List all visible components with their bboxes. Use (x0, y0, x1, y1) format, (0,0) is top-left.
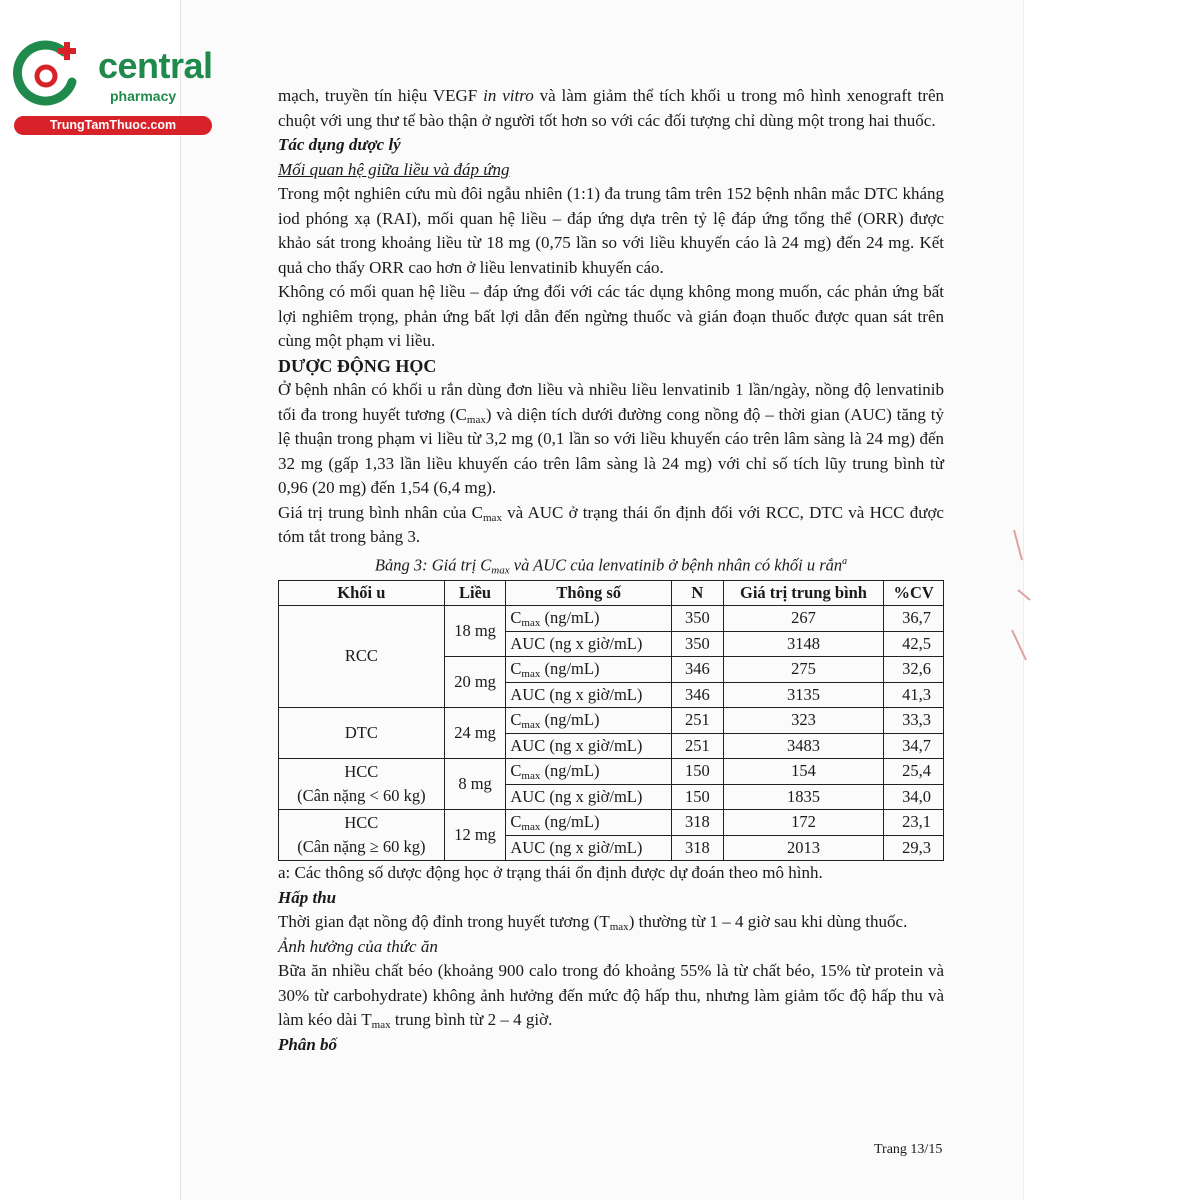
param-auc: AUC (ng x giờ/mL) (506, 784, 672, 810)
paragraph-food-effect: Bữa ăn nhiều chất béo (khoảng 900 calo trong đó khoảng 55% là từ chất béo, 15% từ protein và 30% từ carbohydrate) không ảnh hưởng đến mức độ hấp thu, nhưng làm giảm tốc độ hấp thu và làm kéo dài $T_{max}$ trung bình từ 2 – 4 giờ. (278, 961, 944, 1031)
subheading-food-effect: Ảnh hưởng của thức ăn (278, 936, 438, 956)
col-cv: %CV (884, 580, 944, 606)
cv-cell: 25,4 (884, 759, 944, 785)
paragraph-steady-state: Giá trị trung bình nhân của $C_{max}$ và AUC ở trạng thái ổn định đối với RCC, DTC và HCC được tóm tắt trong bảng 3. (278, 502, 944, 546)
dose-cell: 20 mg (444, 657, 506, 708)
paragraph-intro: mạch, truyền tín hiệu VEGF in vitro và làm giảm thể tích khối u trong mô hình xenograft trên chuột với ung thư tế bào thận ở người tốt hơn so với các đối tượng chỉ dùng một trong hai thuốc. (278, 86, 944, 130)
mean-cell: 3135 (723, 682, 884, 708)
param-cmax: $C_{max}$ (ng/mL) (506, 708, 672, 734)
tumor-rcc: RCC (279, 606, 445, 708)
stamp-mark-icon (1000, 520, 1040, 670)
cv-cell: 41,3 (884, 682, 944, 708)
cv-cell: 23,1 (884, 810, 944, 836)
paragraph-tmax: Thời gian đạt nồng độ đỉnh trong huyết tương $(T_{max})$ thường từ 1 – 4 giờ sau khi dùng thuốc. (278, 912, 908, 933)
mean-cell: 3483 (723, 733, 884, 759)
cv-cell: 42,5 (884, 631, 944, 657)
n-cell: 251 (672, 733, 724, 759)
param-auc: AUC (ng x giờ/mL) (506, 733, 672, 759)
mean-cell: 1835 (723, 784, 884, 810)
brand-subtitle: pharmacy (110, 88, 177, 104)
param-auc: AUC (ng x giờ/mL) (506, 835, 672, 861)
page-number: Trang 13/15 (874, 1142, 943, 1157)
n-cell: 150 (672, 759, 724, 785)
param-auc: AUC (ng x giờ/mL) (506, 682, 672, 708)
paragraph-cmax-auc: Ở bệnh nhân có khối u rắn dùng đơn liều và nhiều liều lenvatinib 1 lần/ngày, nồng độ lenvatinib tối đa trong huyết tương $(C_{max})$ và diện tích dưới đường cong nồng độ – thời gian (AUC) tăng tỷ lệ thuận trong phạm vi liều từ 3,2 mg (0,1 lần so với liều khuyến cáo trên lâm sàng là 24 mg) đến 32 mg (gấp 1,33 lần liều khuyến cáo trên lâm sàng là 24 mg) với chỉ số tích lũy trung bình từ 0,96 (20 mg) đến 1,54 (6,4 mg). (278, 380, 944, 497)
dose-cell: 12 mg (444, 810, 506, 861)
subheading-dose-response: Mối quan hệ giữa liều và đáp ứng (278, 159, 510, 179)
n-cell: 346 (672, 682, 724, 708)
heading-absorption: Hấp thu (278, 887, 337, 907)
cv-cell: 32,6 (884, 657, 944, 683)
paragraph-dose-response: Trong một nghiên cứu mù đôi ngẫu nhiên (1:1) đa trung tâm trên 152 bệnh nhân mắc DTC kháng iod phóng xạ (RAI), mối quan hệ liều – đáp ứng dựa trên tỷ lệ đáp ứng tổng thể (ORR) được khảo sát trong khoảng liều từ 18 mg (0,75 lần so với liều khuyến cáo là 24 mg) đến 24 mg. Kết quả cho thấy ORR cao hơn ở liều lenvatinib khuyến cáo. (278, 184, 944, 277)
tumor-hcc-under60: HCC (Cân nặng < 60 kg) (279, 759, 445, 810)
mean-cell: 3148 (723, 631, 884, 657)
dose-cell: 8 mg (444, 759, 506, 810)
brand-logo[interactable] (12, 38, 217, 138)
pharmacy-cross-icon (12, 38, 84, 108)
col-dose: Liều (444, 580, 506, 606)
mean-cell: 267 (723, 606, 884, 632)
cv-cell: 36,7 (884, 606, 944, 632)
cv-cell: 34,7 (884, 733, 944, 759)
heading-distribution: Phân bố (278, 1034, 338, 1054)
dose-cell: 18 mg (444, 606, 506, 657)
cv-cell: 33,3 (884, 708, 944, 734)
table-row (279, 606, 944, 632)
table-caption: Bảng 3: Giá trị $C_{max}$ và AUC của lenvatinib ở bệnh nhân có khối u rắn$^a$ (374, 555, 848, 576)
param-cmax: $C_{max}$ (ng/mL) (506, 810, 672, 836)
param-cmax: $C_{max}$ (ng/mL) (506, 657, 672, 683)
table-row (279, 759, 944, 785)
col-tumor: Khối u (279, 580, 445, 606)
col-n: N (672, 580, 724, 606)
paragraph-adverse: Không có mối quan hệ liều – đáp ứng đối với các tác dụng không mong muốn, các phản ứng bất lợi nghiêm trọng, phản ứng bất lợi dẫn đến ngừng thuốc và gián đoạn thuốc được quan sát trên cùng một phạm vi liều. (278, 282, 944, 350)
cv-cell: 34,0 (884, 784, 944, 810)
col-mean: Giá trị trung bình (723, 580, 884, 606)
table-header-row (279, 580, 944, 606)
mean-cell: 172 (723, 810, 884, 836)
heading-pharmacokinetics: DƯỢC ĐỘNG HỌC (278, 355, 437, 376)
param-auc: AUC (ng x giờ/mL) (506, 631, 672, 657)
table-footnote: a: Các thông số dược động học ở trạng thái ổn định được dự đoán theo mô hình. (278, 863, 823, 882)
mean-cell: 323 (723, 708, 884, 734)
dose-cell: 24 mg (444, 708, 506, 759)
pk-table (278, 580, 944, 862)
n-cell: 318 (672, 810, 724, 836)
n-cell: 350 (672, 606, 724, 632)
document-body (278, 84, 944, 1057)
brand-website[interactable]: TrungTamThuoc.com (14, 116, 212, 135)
mean-cell: 275 (723, 657, 884, 683)
mean-cell: 2013 (723, 835, 884, 861)
tumor-hcc-over60: HCC (Cân nặng ≥ 60 kg) (279, 810, 445, 861)
table-row (279, 810, 944, 836)
param-cmax: $C_{max}$ (ng/mL) (506, 759, 672, 785)
heading-pharmacodynamics: Tác dụng dược lý (278, 135, 401, 154)
brand-name: central (98, 45, 213, 86)
col-param: Thông số (506, 580, 672, 606)
n-cell: 251 (672, 708, 724, 734)
table-row (279, 708, 944, 734)
n-cell: 346 (672, 657, 724, 683)
mean-cell: 154 (723, 759, 884, 785)
param-cmax: $C_{max}$ (ng/mL) (506, 606, 672, 632)
n-cell: 350 (672, 631, 724, 657)
n-cell: 150 (672, 784, 724, 810)
cv-cell: 29,3 (884, 835, 944, 861)
tumor-dtc: DTC (279, 708, 445, 759)
n-cell: 318 (672, 835, 724, 861)
